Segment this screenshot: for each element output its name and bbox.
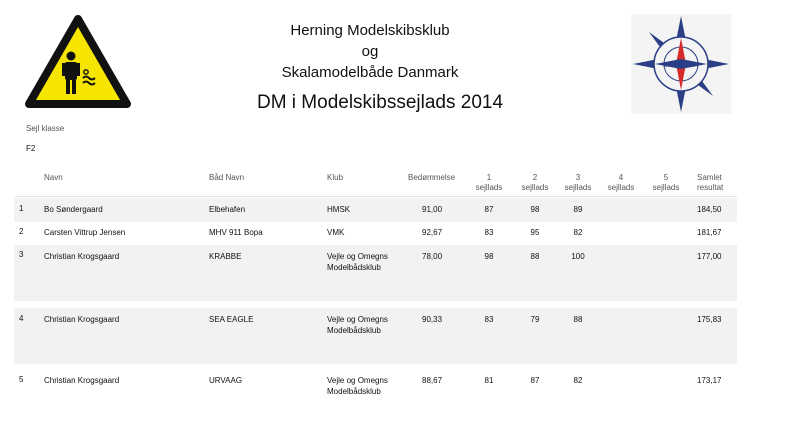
row-rank: 5 xyxy=(19,375,24,384)
row-samlet: 184,50 xyxy=(697,205,722,214)
col-samlet-resultat: Samlet resultat xyxy=(697,173,724,192)
row-s1: 81 xyxy=(484,376,494,385)
row-navn: Christian Krogsgaard xyxy=(44,252,120,261)
col-sejllads-2: 2 sejllads xyxy=(521,173,549,192)
row-klub: HMSK xyxy=(327,205,351,214)
row-baad: Elbehafen xyxy=(209,205,246,214)
col-sejllads-3: 3 sejllads xyxy=(564,173,592,192)
col-baad-navn: Båd Navn xyxy=(209,173,245,182)
row-s3: 88 xyxy=(573,315,583,324)
col-navn: Navn xyxy=(44,173,63,182)
table-row xyxy=(14,308,737,364)
col-sejllads-1: 1 sejllads xyxy=(475,173,503,192)
row-klub: Vejle og Omegns Modelbådsklub xyxy=(327,315,388,335)
row-s3: 89 xyxy=(573,205,583,214)
row-baad: MHV 911 Bopa xyxy=(209,228,263,237)
row-s2: 98 xyxy=(530,205,540,214)
row-klub: Vejle og Omegns Modelbådsklub xyxy=(327,252,388,272)
row-rank: 3 xyxy=(19,250,24,259)
row-samlet: 175,83 xyxy=(697,315,722,324)
row-bedoemmelse: 78,00 xyxy=(422,252,443,261)
row-bedoemmelse: 91,00 xyxy=(422,205,443,214)
header-conjunction: og xyxy=(361,43,379,60)
row-s3: 100 xyxy=(571,252,585,261)
row-rank: 1 xyxy=(19,204,24,213)
row-s2: 87 xyxy=(530,376,540,385)
row-baad: URVAAG xyxy=(209,376,243,385)
club-name: Herning Modelskibsklub xyxy=(290,22,450,39)
row-navn: Carsten Vittrup Jensen xyxy=(44,228,126,237)
row-bedoemmelse: 90,33 xyxy=(422,315,443,324)
row-baad: SEA EAGLE xyxy=(209,315,254,324)
table-row xyxy=(14,198,737,222)
row-navn: Bo Søndergaard xyxy=(44,205,103,214)
table-row xyxy=(14,370,737,424)
row-navn: Christian Krogsgaard xyxy=(44,315,120,324)
row-klub: VMK xyxy=(327,228,345,237)
row-samlet: 177,00 xyxy=(697,252,722,261)
col-sejllads-5: 5 sejllads xyxy=(652,173,680,192)
row-s3: 82 xyxy=(573,228,583,237)
page-title: DM i Modelskibssejlads 2014 xyxy=(256,92,504,113)
row-bedoemmelse: 92,67 xyxy=(422,228,443,237)
col-klub: Klub xyxy=(327,173,344,182)
row-samlet: 173,17 xyxy=(697,376,722,385)
row-klub: Vejle og Omegns Modelbådsklub xyxy=(327,376,388,396)
compass-logo xyxy=(631,14,731,114)
logo-lettering: DANMARK xyxy=(663,62,699,69)
row-s3: 82 xyxy=(573,376,583,385)
warning-sign-logo xyxy=(24,14,132,112)
row-navn: Christian Krogsgaard xyxy=(44,376,120,385)
row-s1: 83 xyxy=(484,228,494,237)
row-s2: 95 xyxy=(530,228,540,237)
row-baad: KRABBE xyxy=(209,252,242,261)
col-sejllads-4: 4 sejllads xyxy=(607,173,635,192)
row-rank: 4 xyxy=(19,314,24,323)
row-s1: 83 xyxy=(484,315,494,324)
row-s1: 87 xyxy=(484,205,494,214)
row-s2: 79 xyxy=(530,315,540,324)
table-row xyxy=(14,222,737,244)
row-bedoemmelse: 88,67 xyxy=(422,376,443,385)
row-s1: 98 xyxy=(484,252,494,261)
class-value: F2 xyxy=(26,144,36,153)
row-rank: 2 xyxy=(19,227,24,236)
row-samlet: 181,67 xyxy=(697,228,722,237)
association-name: Skalamodelbåde Danmark xyxy=(281,64,459,81)
col-bedoemmelse: Bedømmelse xyxy=(408,173,456,182)
header-divider xyxy=(14,196,737,197)
row-s2: 88 xyxy=(530,252,540,261)
table-row xyxy=(14,245,737,301)
class-label: Sejl klasse xyxy=(26,124,65,133)
